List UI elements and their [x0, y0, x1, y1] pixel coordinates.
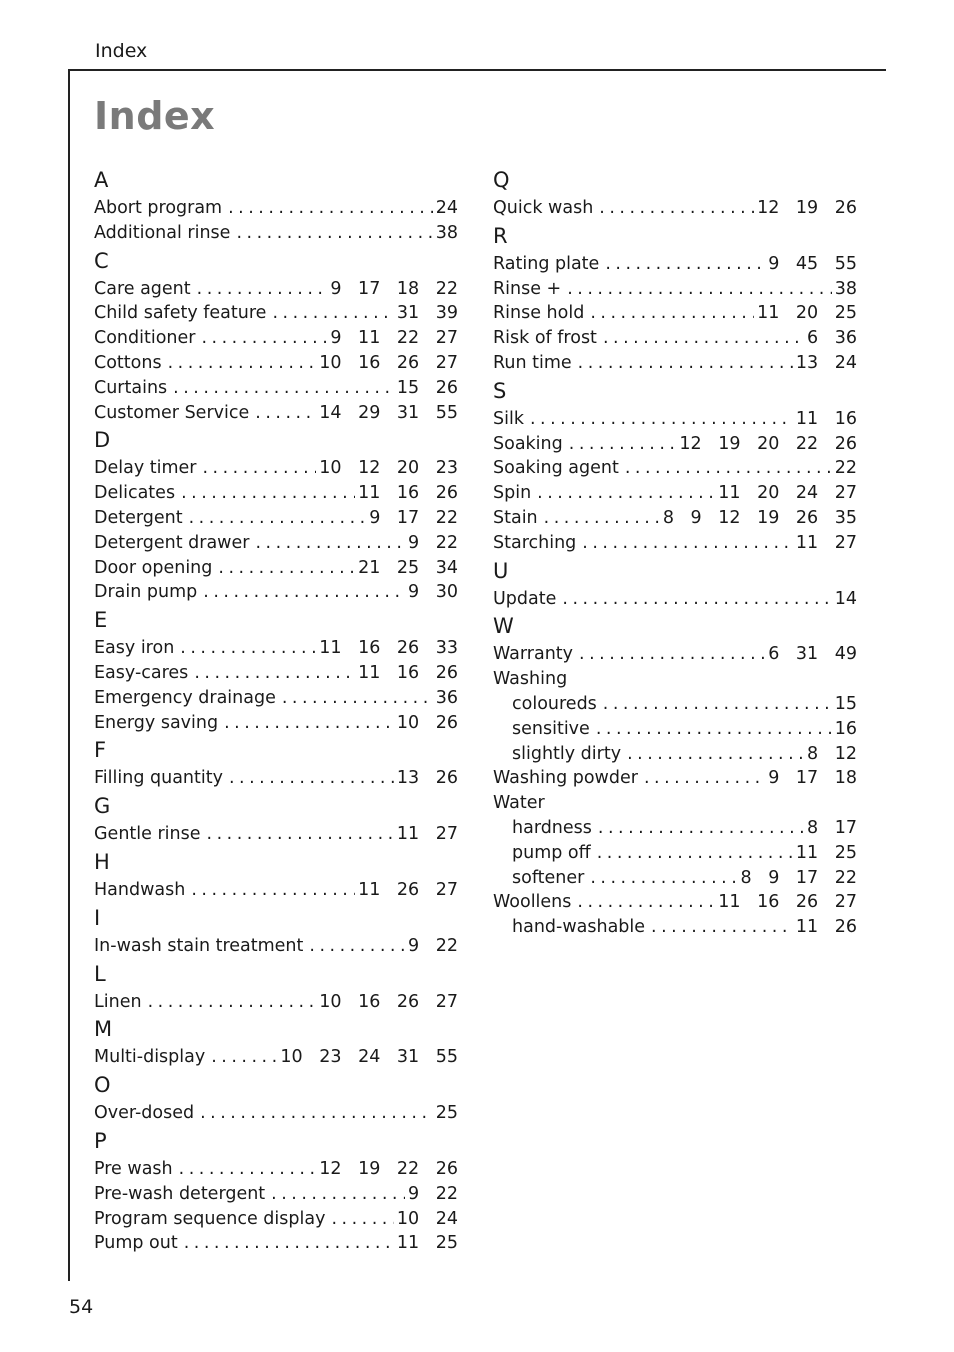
section-letter: O: [94, 1073, 111, 1098]
dot-leader: [271, 1182, 405, 1207]
entry-term: Detergent drawer: [94, 532, 250, 553]
dot-leader: [236, 221, 432, 246]
index-entry: [94, 401, 458, 426]
section-letter: R: [493, 223, 508, 248]
entry-term: sensitive: [512, 718, 590, 739]
entry-pages: 11 27: [396, 824, 458, 845]
dot-leader: [200, 1101, 433, 1126]
entry-pages: 14: [834, 588, 857, 609]
entry-pages: 16: [834, 718, 857, 739]
index-entry: [94, 878, 458, 903]
entry-pages: 11 20 25: [757, 303, 857, 324]
entry-pages: 12 19 22 26: [319, 1158, 458, 1179]
section-letter: C: [94, 248, 109, 273]
index-entry: [493, 326, 857, 351]
entry-term: Over-dosed: [94, 1103, 195, 1124]
section-letter: L: [94, 961, 106, 986]
index-entry: [493, 301, 857, 326]
dot-leader: [228, 196, 433, 221]
index-entry: [94, 636, 458, 661]
index-entry: [94, 1182, 458, 1207]
entry-term: Conditioner: [94, 328, 196, 349]
entry-term: softener: [512, 867, 585, 888]
dot-leader: [194, 661, 355, 686]
entry-term: Curtains: [94, 377, 168, 398]
dot-leader: [590, 301, 754, 326]
entry-pages: 10 16 26 27: [319, 991, 458, 1012]
dot-leader: [168, 351, 317, 376]
index-entry: [493, 506, 857, 531]
entry-pages: 11 16 26: [358, 662, 458, 683]
index-entry: [493, 587, 857, 612]
index-entry: [94, 711, 458, 736]
dot-leader: [173, 376, 394, 401]
dot-leader: [255, 531, 405, 556]
entry-pages: 15: [834, 693, 857, 714]
index-subentry: [493, 866, 857, 891]
section-letter: Q: [493, 168, 510, 192]
index-entry: [94, 766, 458, 791]
entry-pages: 11 27: [795, 532, 857, 553]
index-section: [94, 246, 458, 426]
dot-leader: [224, 711, 394, 736]
index-entry: [493, 351, 857, 376]
dot-leader: [596, 717, 832, 742]
index-section: [94, 165, 458, 246]
index-subentry: [493, 692, 857, 717]
dot-leader: [181, 481, 355, 506]
index-entry: [493, 766, 857, 791]
entry-pages: 38: [834, 278, 857, 299]
entry-term: In-wash stain treatment: [94, 935, 304, 956]
entry-term: Run time: [493, 352, 572, 373]
dot-leader: [562, 587, 831, 612]
dot-leader: [579, 642, 765, 667]
entry-term: hand-washable: [512, 917, 646, 938]
entry-pages: 8 9 17 22: [740, 867, 857, 888]
index-entry: [94, 531, 458, 556]
entry-pages: 12 19 26: [757, 198, 857, 218]
running-head: Index: [95, 40, 148, 62]
entry-pages: 11 16 26 27: [718, 892, 857, 913]
entry-pages: 6 31 49: [768, 644, 857, 665]
entry-term: Emergency drainage: [94, 687, 276, 708]
index-entry: [493, 196, 857, 221]
entry-pages: 22: [834, 458, 857, 479]
entry-pages: 10 26: [396, 712, 458, 733]
section-letter: F: [94, 738, 107, 763]
index-section: [94, 847, 458, 903]
entry-term: Child safety feature: [94, 303, 267, 324]
entry-term: Multi-display: [94, 1047, 206, 1068]
entry-term: coloureds: [512, 693, 597, 714]
dot-leader: [603, 326, 804, 351]
entry-term: Customer Service: [94, 402, 250, 423]
index-entry: [94, 456, 458, 481]
dot-leader: [180, 636, 316, 661]
dot-leader: [597, 841, 793, 866]
entry-term: Easy iron: [94, 638, 175, 659]
index-entry: [493, 791, 857, 816]
entry-term: Pump out: [94, 1233, 178, 1254]
index-section: [493, 221, 857, 376]
section-letter: W: [493, 614, 514, 639]
section-letter: M: [94, 1017, 113, 1042]
index-entry: [94, 326, 458, 351]
index-entry: [94, 1045, 458, 1070]
entry-pages: 11 20 24 27: [718, 483, 857, 504]
entry-term: pump off: [512, 842, 591, 863]
entry-pages: 24: [435, 198, 458, 218]
entry-pages: 21 25 34: [358, 557, 458, 578]
entry-pages: 9 30: [408, 582, 458, 603]
entry-term: Rinse hold: [493, 303, 585, 324]
entry-term: Rating plate: [493, 253, 600, 274]
dot-leader: [184, 1231, 394, 1256]
index-entry: [94, 1101, 458, 1126]
dot-leader: [148, 990, 317, 1015]
index-entry: [493, 252, 857, 277]
entry-pages: 38: [435, 222, 458, 243]
dot-leader: [530, 407, 793, 432]
entry-pages: 6 36: [807, 328, 857, 349]
entry-pages: 31 39: [396, 303, 458, 324]
entry-term: Spin: [493, 483, 532, 504]
index-entry: [94, 506, 458, 531]
index-entry: [493, 456, 857, 481]
entry-pages: 11 25: [396, 1233, 458, 1254]
section-letter: U: [493, 558, 509, 583]
dot-leader: [603, 692, 832, 717]
dot-leader: [625, 456, 832, 481]
section-letter: S: [493, 378, 507, 403]
index-column-right: [493, 165, 857, 940]
dot-leader: [218, 556, 355, 581]
index-entry: [493, 432, 857, 457]
index-section: [94, 1070, 458, 1126]
entry-term: Pre wash: [94, 1158, 173, 1179]
entry-term: Risk of frost: [493, 328, 597, 349]
entry-pages: 9 45 55: [768, 253, 857, 274]
index-entry: [493, 642, 857, 667]
dot-leader: [582, 531, 793, 556]
index-entry: [94, 686, 458, 711]
entry-pages: 8 12: [807, 743, 857, 764]
entry-pages: 10 24: [396, 1208, 458, 1229]
entry-pages: 9 17 18: [768, 768, 857, 789]
section-letter: D: [94, 428, 111, 453]
entry-pages: 15 26: [396, 377, 458, 398]
index-subentry: [493, 742, 857, 767]
entry-pages: 11 25: [795, 842, 857, 863]
index-entry: [493, 531, 857, 556]
entry-pages: 10 16 26 27: [319, 352, 458, 373]
index-section: [94, 425, 458, 605]
dot-leader: [179, 1157, 317, 1182]
dot-leader: [651, 915, 793, 940]
entry-term: Quick wash: [493, 198, 594, 218]
dot-leader: [191, 878, 355, 903]
index-section: [94, 1126, 458, 1256]
dot-leader: [331, 1207, 393, 1232]
dot-leader: [578, 351, 793, 376]
entry-pages: 9 22: [408, 935, 458, 956]
entry-term: hardness: [512, 817, 592, 838]
index-entry: [493, 667, 857, 692]
dot-leader: [211, 1045, 277, 1070]
entry-pages: 11 16: [795, 408, 857, 429]
index-section: [493, 611, 857, 940]
entry-pages: 8 9 12 19 26 35: [662, 507, 857, 528]
dot-leader: [567, 277, 831, 302]
entry-term: Warranty: [493, 644, 574, 665]
dot-leader: [197, 277, 328, 302]
entry-term: Rinse +: [493, 278, 562, 299]
index-entry: [94, 481, 458, 506]
entry-pages: 12 19 20 22 26: [679, 433, 857, 454]
dot-leader: [599, 196, 754, 221]
index-entry: [94, 822, 458, 847]
index-entry: [94, 221, 458, 246]
dot-leader: [203, 580, 405, 605]
entry-term: Woollens: [493, 892, 572, 913]
index-section: [493, 376, 857, 556]
entry-term: Additional rinse: [94, 222, 231, 243]
entry-term: Soaking: [493, 433, 563, 454]
index-subentry: [493, 915, 857, 940]
left-rule: [68, 69, 70, 1281]
entry-pages: 14 29 31 55: [319, 402, 458, 423]
index-entry: [94, 376, 458, 401]
dot-leader: [537, 481, 715, 506]
entry-pages: 9 11 22 27: [330, 328, 458, 349]
index-entry: [94, 196, 458, 221]
entry-pages: 9 17 18 22: [330, 278, 458, 299]
section-letter: H: [94, 849, 110, 874]
dot-leader: [605, 252, 765, 277]
index-entry: [94, 556, 458, 581]
entry-term: Linen: [94, 991, 142, 1012]
entry-pages: 9 22: [408, 532, 458, 553]
entry-term: Washing powder: [493, 768, 638, 789]
section-letter: P: [94, 1128, 107, 1153]
dot-leader: [207, 822, 394, 847]
entry-pages: 11 26: [795, 917, 857, 938]
dot-leader: [309, 934, 405, 959]
index-entry: [493, 890, 857, 915]
section-letter: E: [94, 608, 108, 633]
dot-leader: [644, 766, 765, 791]
entry-term: Energy saving: [94, 712, 219, 733]
index-entry: [94, 351, 458, 376]
index-section: [493, 556, 857, 612]
entry-term: Handwash: [94, 879, 186, 900]
index-section: [94, 1014, 458, 1070]
entry-term: Starching: [493, 532, 577, 553]
entry-pages: 9 22: [408, 1183, 458, 1204]
entry-pages: 10 12 20 23: [319, 458, 458, 479]
index-entry: [94, 661, 458, 686]
dot-leader: [229, 766, 394, 791]
index-subentry: [493, 717, 857, 742]
index-entry: [94, 1231, 458, 1256]
entry-term: Delay timer: [94, 458, 197, 479]
entry-term: Delicates: [94, 483, 176, 504]
page-title: Index: [94, 94, 216, 138]
entry-term: Gentle rinse: [94, 824, 201, 845]
index-entry: [493, 481, 857, 506]
entry-term: Drain pump: [94, 582, 198, 603]
entry-pages: 8 17: [807, 817, 857, 838]
dot-leader: [189, 506, 367, 531]
entry-pages: 11 16 26: [358, 483, 458, 504]
top-rule: [68, 69, 886, 71]
dot-leader: [569, 432, 677, 457]
dot-leader: [202, 456, 316, 481]
entry-term: Water: [493, 793, 545, 814]
entry-term: Washing: [493, 669, 568, 690]
index-entry: [493, 407, 857, 432]
index-entry: [94, 580, 458, 605]
index-section: [94, 791, 458, 847]
index-section: [94, 605, 458, 735]
index-entry: [94, 990, 458, 1015]
index-entry: [94, 1157, 458, 1182]
entry-pages: 11 26 27: [358, 879, 458, 900]
index-entry: [94, 277, 458, 302]
dot-leader: [590, 866, 737, 891]
entry-term: Filling quantity: [94, 768, 223, 789]
dot-leader: [544, 506, 660, 531]
dot-leader: [255, 401, 316, 426]
section-letter: I: [94, 905, 101, 930]
dot-leader: [282, 686, 433, 711]
entry-term: slightly dirty: [512, 743, 622, 764]
entry-term: Soaking agent: [493, 458, 619, 479]
dot-leader: [598, 816, 804, 841]
section-letter: G: [94, 794, 111, 819]
dot-leader: [627, 742, 804, 767]
dot-leader: [272, 301, 393, 326]
index-entry: [94, 1207, 458, 1232]
entry-term: Care agent: [94, 278, 191, 299]
entry-term: Silk: [493, 408, 524, 429]
entry-term: Easy-cares: [94, 662, 189, 683]
entry-pages: 10 23 24 31 55: [280, 1047, 458, 1068]
index-section: [94, 959, 458, 1015]
entry-pages: 25: [435, 1103, 458, 1124]
entry-term: Stain: [493, 507, 538, 528]
index-section: [94, 735, 458, 791]
entry-pages: 13 26: [396, 768, 458, 789]
page-number: 54: [69, 1296, 94, 1318]
index-subentry: [493, 816, 857, 841]
index-section: [493, 165, 857, 221]
index-section: [94, 903, 458, 959]
index-entry: [493, 277, 857, 302]
section-letter: A: [94, 168, 109, 192]
index-column-left: [94, 165, 458, 1256]
entry-term: Abort program: [94, 198, 223, 218]
entry-term: Detergent: [94, 507, 183, 528]
entry-pages: 36: [435, 687, 458, 708]
entry-term: Pre-wash detergent: [94, 1183, 266, 1204]
entry-term: Door opening: [94, 557, 213, 578]
entry-pages: 13 24: [795, 352, 857, 373]
entry-pages: 11 16 26 33: [319, 638, 458, 659]
index-subentry: [493, 841, 857, 866]
entry-term: Update: [493, 588, 557, 609]
entry-term: Cottons: [94, 352, 162, 373]
entry-term: Program sequence display: [94, 1208, 326, 1229]
dot-leader: [201, 326, 327, 351]
entry-pages: 9 17 22: [369, 507, 458, 528]
dot-leader: [577, 890, 715, 915]
index-entry: [94, 301, 458, 326]
index-entry: [94, 934, 458, 959]
